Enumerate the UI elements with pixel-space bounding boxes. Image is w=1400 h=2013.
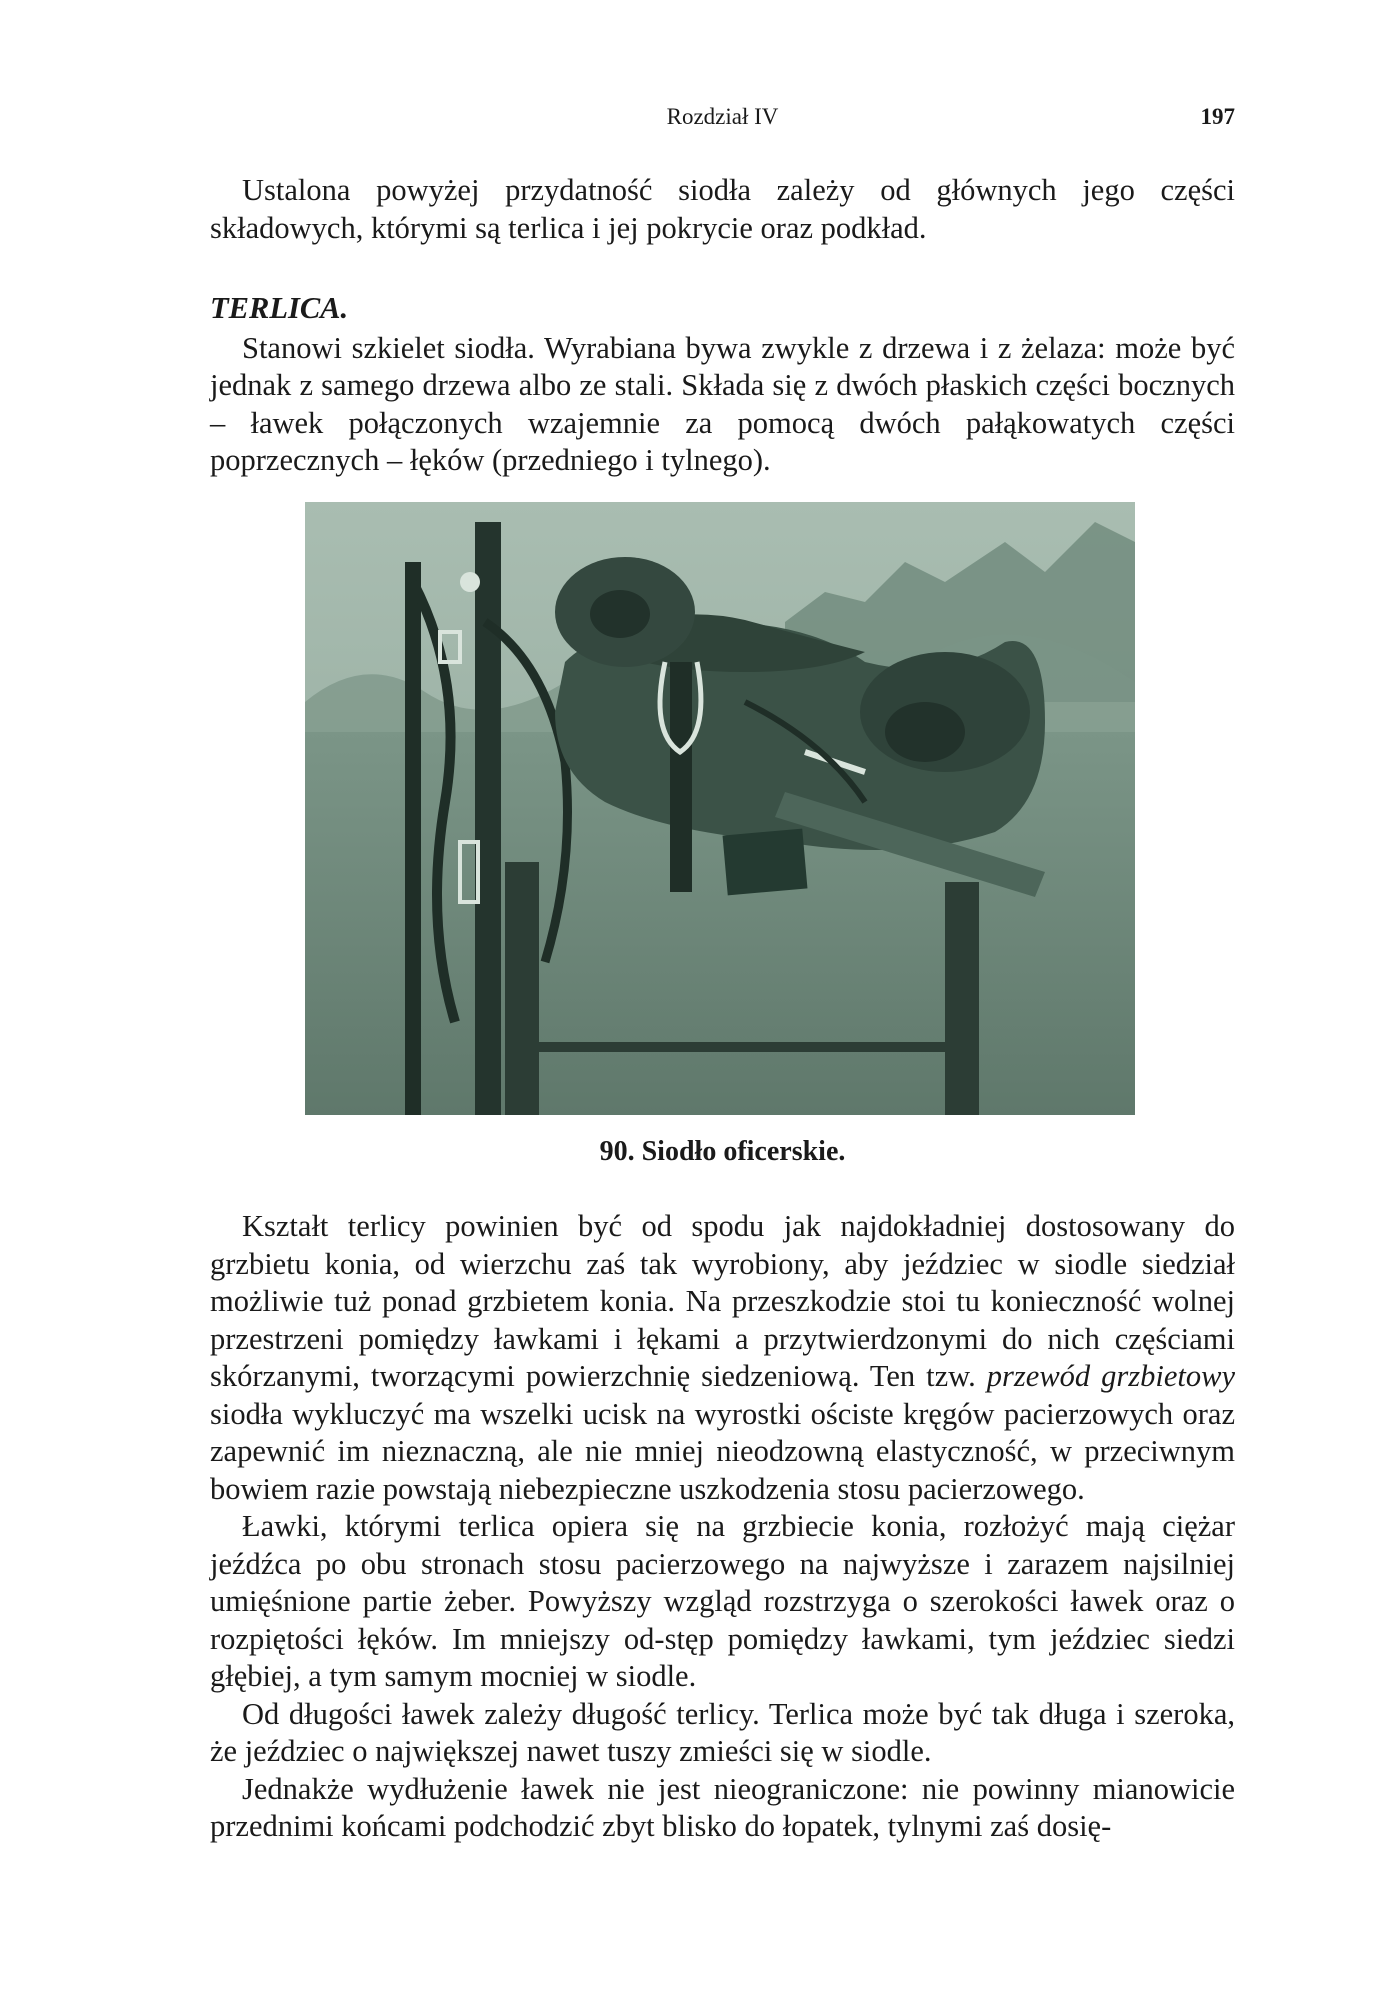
p1-text-start: Kształt terlicy powinien być od spodu jak najdokładniej dostosowany do grzbietu konia, od wierzchu zaś tak wyrobiony, aby jeździec w siodle siedział możliwie tuż ponad grzbietem konia. Na przeszkodzie stoi tu konieczność wolnej przestrzeni pomiędzy ławkami i łękami a przytwierdzonymi do nich częściami skórzanymi, tworzącymi powierzchnię siedzeniową. Ten tzw. <box>210 1209 1235 1393</box>
chapter-title: Rozdział IV <box>666 104 779 129</box>
stand-crossbar <box>505 1042 979 1052</box>
intro-block <box>210 172 1235 247</box>
bridle-frame <box>475 522 501 1115</box>
stand-post-left <box>505 862 539 1115</box>
p1-italic-term: przewód grzbietowy <box>986 1359 1235 1393</box>
stirrup-leather <box>670 662 692 892</box>
p1-text-end: siodła wykluczyć ma wszelki ucisk na wyrostki ościste kręgów pacierzowych oraz zapewnić im nieznaczną, ale nie mniej nieodzowną elastyczność, w przeciwnym bowiem razie powstają niebezpieczne uszkodzenia stosu pacierzowego. <box>210 1396 1235 1506</box>
stand-post-right <box>945 882 979 1115</box>
body-paragraph-4: Jednakże wydłużenie ławek nie jest nieograniczone: nie powinny mianowicie przednimi końcami podchodzić zbyt blisko do łopatek, tylnymi zaś dosię- <box>210 1771 1235 1843</box>
saddle-illustration <box>305 502 1135 1115</box>
section-heading: TERLICA. <box>210 291 349 325</box>
section-paragraph: Stanowi szkielet siodła. Wyrabiana bywa zwykle z drzewa i z żelaza: może być jednak z samego drzewa albo ze stali. Składa się z dwóch płaskich części bocznych – ławek połączonych wzajemnie za pomocą dwóch pałąkowatych części poprzecznych – łęków (przedniego i tylnego). <box>210 330 1235 477</box>
girth <box>723 829 808 896</box>
body-paragraph-1 <box>210 1208 1235 1508</box>
body-paragraph-3: Od długości ławek zależy długość terlicy. Terlica może być tak długa i szeroka, że jeździec o największej nawet tuszy zmieści się w siodle. <box>210 1696 1235 1768</box>
page-number: 197 <box>1200 104 1235 129</box>
terlica-section <box>210 290 1235 480</box>
intro-paragraph: Ustalona powyżej przydatność siodła zależy od głównych jego części składowych, którymi są terlica i jej pokrycie oraz podkład. <box>210 173 1235 245</box>
body-text <box>210 1208 1235 1846</box>
figure-caption: 90. Siodło oficerskie. <box>599 1136 846 1167</box>
body-paragraph-2: Ławki, którymi terlica opiera się na grzbiecie konia, rozłożyć mają ciężar jeźdźca po obu stronach stosu pacierzowego na najwyższe i zarazem najsilniej umięśnione partie żeber. Powyższy wzgląd rozstrzyga o szerokości ławek oraz o rozpiętości łęków. Im mniejszy od-stęp pomiędzy ławkami, tym jeździec siedzi głębiej, a tym samym mocniej w siodle. <box>210 1509 1235 1693</box>
running-head <box>210 100 1235 140</box>
saddle-photo <box>305 502 1135 1115</box>
